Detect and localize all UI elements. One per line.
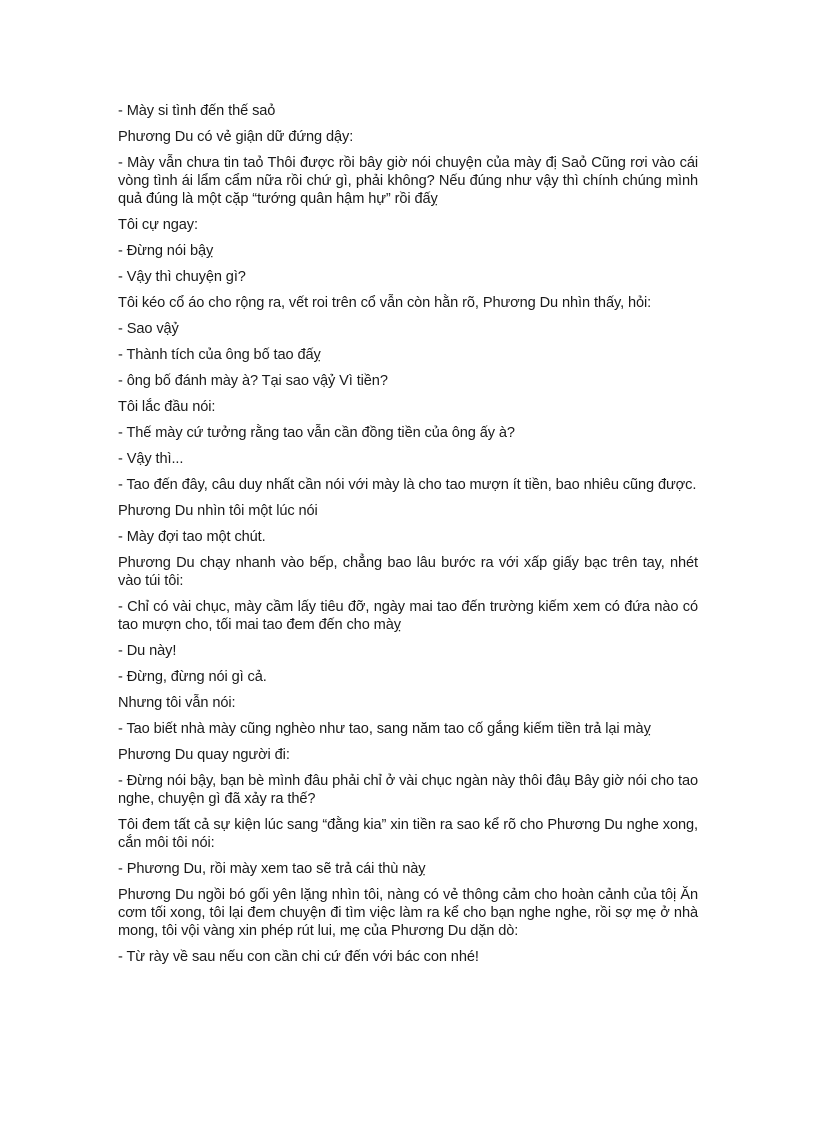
paragraph: Phương Du quay người đi: bbox=[118, 747, 290, 763]
paragraph: - Tao biết nhà mày cũng nghèo như tao, sang năm tao cố gắng kiếm tiền trả lại màỵ bbox=[118, 721, 651, 737]
paragraph: - Mày si tình đến thế saỏ bbox=[118, 103, 276, 119]
paragraph: Tôi đem tất cả sự kiện lúc sang “đằng kia” xin tiền ra sao kể rõ cho Phương Du nghe xong, cắn môi tôi nói: bbox=[118, 817, 698, 851]
paragraph: - Thế mày cứ tưởng rằng tao vẫn cần đồng tiền của ông ấy à? bbox=[118, 425, 515, 441]
paragraph: Phương Du nhìn tôi một lúc nói bbox=[118, 503, 318, 519]
paragraph: - Đừng nói bậy, bạn bè mình đâu phải chỉ ở vài chục ngàn này thôi đâụ Bây giờ nói cho tao nghe, chuyện gì đã xảy ra thế? bbox=[118, 773, 698, 807]
paragraph: Phương Du chạy nhanh vào bếp, chẳng bao lâu bước ra với xấp giấy bạc trên tay, nhét vào túi tôi: bbox=[118, 555, 698, 589]
document-page bbox=[118, 102, 698, 974]
paragraph: Nhưng tôi vẫn nói: bbox=[118, 695, 236, 711]
paragraph: Tôi kéo cổ áo cho rộng ra, vết roi trên cổ vẫn còn hằn rõ, Phương Du nhìn thấy, hỏi: bbox=[118, 295, 652, 311]
paragraph: - Sao vậỷ bbox=[118, 321, 179, 337]
paragraph: - Vậy thì... bbox=[118, 451, 184, 467]
paragraph: Phương Du ngồi bó gối yên lặng nhìn tôi, nàng có vẻ thông cảm cho hoàn cảnh của tôị Ăn cơm tối xong, tôi lại đem chuyện đi tìm việc làm ra kể cho bạn nghe nghe, rồi sợ mẹ ở nhà mong, tôi vội vàng xin phép rút lui, mẹ của Phương Du dặn dò: bbox=[118, 887, 698, 939]
paragraph: - Đừng nói bậỵ bbox=[118, 243, 214, 259]
paragraph: - Chỉ có vài chục, mày cầm lấy tiêu đỡ, ngày mai tao đến trường kiếm xem có đứa nào có tao mượn cho, tối mai tao đem đến cho màỵ bbox=[118, 599, 698, 633]
paragraph: - Từ rày về sau nếu con cần chi cứ đến với bác con nhé! bbox=[118, 949, 479, 965]
paragraph: - Vậy thì chuyện gì? bbox=[118, 269, 246, 285]
paragraph: Phương Du có vẻ giận dữ đứng dậy: bbox=[118, 129, 354, 145]
paragraph: Tôi cự ngay: bbox=[118, 217, 198, 233]
paragraph: - Mày đợi tao một chút. bbox=[118, 529, 266, 545]
paragraph: Tôi lắc đầu nói: bbox=[118, 399, 216, 415]
paragraph: - Tao đến đây, câu duy nhất cần nói với mày là cho tao mượn ít tiền, bao nhiêu cũng được. bbox=[118, 477, 697, 493]
paragraph: - Phương Du, rồi mày xem tao sẽ trả cái thù nàỵ bbox=[118, 861, 426, 877]
paragraph: - Đừng, đừng nói gì cả. bbox=[118, 669, 267, 685]
paragraph: - Thành tích của ông bố tao đấỵ bbox=[118, 347, 321, 363]
paragraph: - Mày vẫn chưa tin taỏ Thôi được rồi bây giờ nói chuyện của mày đị Saỏ Cũng rơi vào cái vòng tình ái lẩm cẩm nữa rồi chứ gì, phải không? Nếu đúng như vậy thì chính chúng mình quả đúng là một cặp “tướng quân hậm hự” rồi đấỵ bbox=[118, 155, 698, 207]
paragraph: - Du này! bbox=[118, 643, 177, 659]
paragraph: - ông bố đánh mày à? Tại sao vậỷ Vì tiền? bbox=[118, 373, 388, 389]
